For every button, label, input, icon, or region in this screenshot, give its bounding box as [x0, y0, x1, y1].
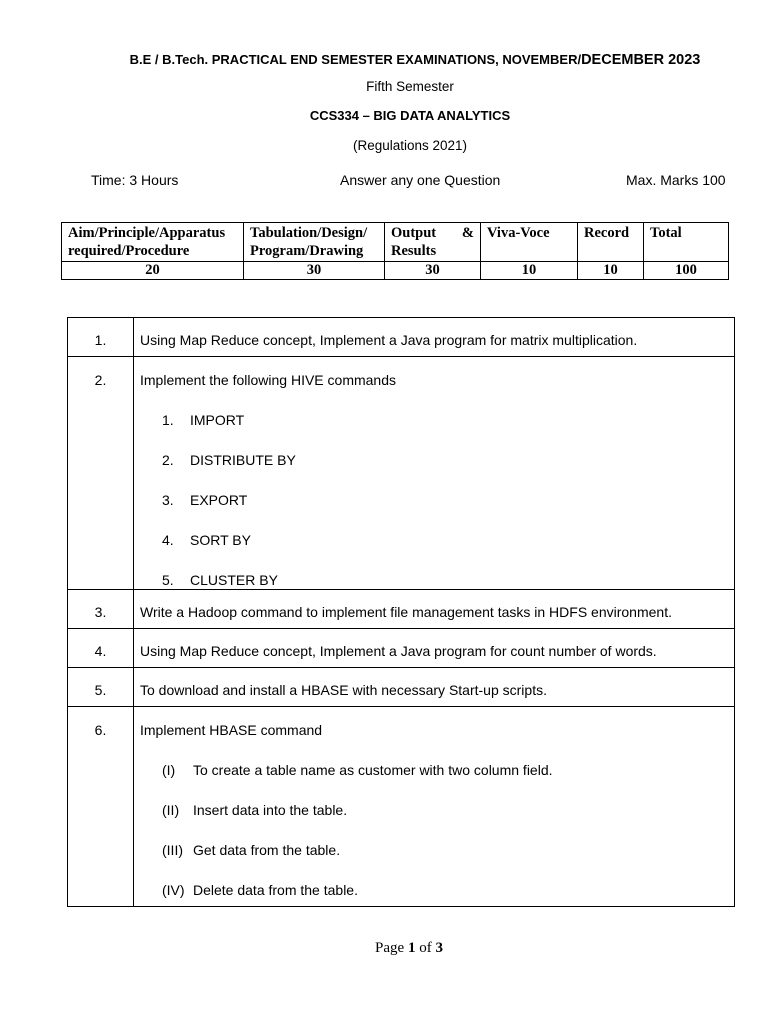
time-label: Time: 3 Hours [91, 172, 179, 188]
marks-table [61, 222, 729, 280]
question-row [68, 318, 735, 357]
questions-table [67, 317, 735, 907]
question-text: Using Map Reduce concept, Implement a Java program for matrix multiplication. [134, 318, 735, 357]
page-footer: Page 1 of 3 [375, 940, 443, 956]
question-body [134, 707, 735, 907]
question-number: 1. [68, 318, 134, 357]
marks-header-row [62, 223, 729, 262]
marks-value-cell: 100 [644, 262, 729, 280]
marks-header-cell: Tabulation/Design/ Program/Drawing [244, 223, 385, 262]
hbase-task-item: (II) Insert data into the table. [162, 802, 348, 818]
hbase-task-item: (IV) Delete data from the table. [162, 882, 358, 898]
question-text: Using Map Reduce concept, Implement a Java program for count number of words. [134, 629, 735, 668]
marks-values-row [62, 262, 729, 280]
question-number: 2. [68, 357, 134, 590]
question-text: Write a Hadoop command to implement file management tasks in HDFS environment. [134, 590, 735, 629]
regulations: (Regulations 2021) [352, 138, 468, 153]
hive-command-item: 3. EXPORT [162, 492, 248, 508]
semester: Fifth Semester [366, 79, 454, 94]
hbase-task-item: (III) Get data from the table. [162, 842, 341, 858]
question-number: 4. [68, 629, 134, 668]
marks-header-cell: Aim/Principle/Apparatus required/Procedure [62, 223, 244, 262]
marks-header-cell: Record [578, 223, 644, 262]
question-text: Implement HBASE command [140, 722, 323, 738]
question-number: 3. [68, 590, 134, 629]
question-row [68, 668, 735, 707]
question-body [134, 357, 735, 590]
marks-value-cell: 10 [578, 262, 644, 280]
question-number: 6. [68, 707, 134, 907]
instruction-label: Answer any one Question [340, 172, 501, 188]
exam-title [0, 52, 768, 68]
hive-command-item: 2. DISTRIBUTE BY [162, 452, 296, 468]
marks-value-cell: 10 [481, 262, 578, 280]
exam-title-part1: B.E / B.Tech. PRACTICAL END SEMESTER EXAMINATIONS, NOVEMBER/ [129, 52, 582, 67]
marks-value-cell: 30 [385, 262, 481, 280]
exam-title-part2: DECEMBER 2023 [581, 52, 701, 68]
question-text: To download and install a HBASE with necessary Start-up scripts. [134, 668, 735, 707]
page-total: 3 [435, 940, 443, 956]
marks-value-cell: 30 [244, 262, 385, 280]
question-number: 5. [68, 668, 134, 707]
question-row [68, 590, 735, 629]
hive-command-item: 4. SORT BY [162, 532, 251, 548]
question-row [68, 629, 735, 668]
hive-command-item: 1. IMPORT [162, 412, 245, 428]
question-text: Implement the following HIVE commands [140, 372, 396, 388]
marks-header-cell: Output & Results [385, 223, 481, 262]
question-row [68, 707, 735, 907]
marks-value-cell: 20 [62, 262, 244, 280]
hive-command-item: 5. CLUSTER BY [162, 572, 278, 588]
course-title: CCS334 – BIG DATA ANALYTICS [309, 108, 511, 123]
marks-header-cell: Viva-Voce [481, 223, 578, 262]
question-row [68, 357, 735, 590]
page-number: 1 [407, 940, 416, 956]
marks-header-cell: Total [644, 223, 729, 262]
max-marks-label: Max. Marks 100 [626, 172, 726, 188]
hbase-task-item: (I) To create a table name as customer with two column field. [162, 762, 553, 778]
